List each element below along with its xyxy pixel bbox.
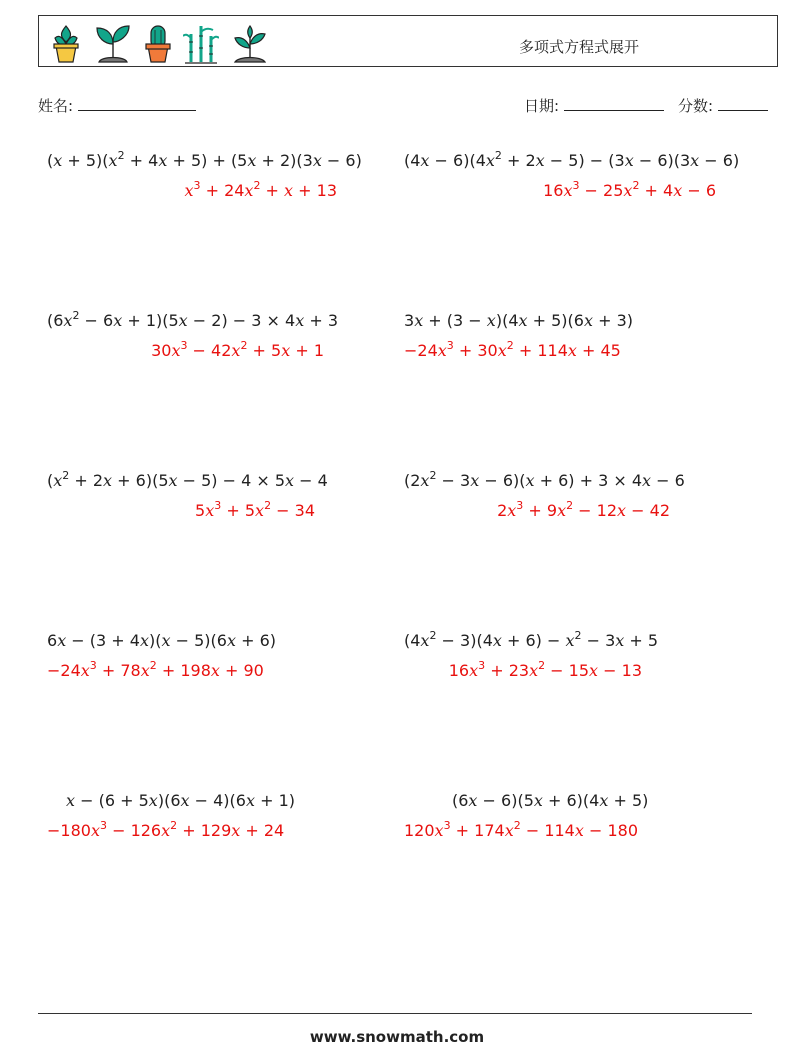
name-field[interactable]	[38, 95, 196, 116]
problem-3: $(6x^2 - 6x + 1)(5x - 2) - 3 \times 4x + 3$	[47, 309, 339, 330]
date-blank[interactable]	[564, 96, 664, 111]
problem-2: $(4x - 6)(4x^2 + 2x - 5) - (3x - 6)(3x - 6)$	[404, 149, 740, 170]
seedling-icon	[229, 22, 271, 64]
answer-1: $x^3 + 24x^2 + x + 13$	[184, 179, 337, 200]
answer-8: $16x^3 + 23x^2 - 15x - 13$	[448, 659, 642, 680]
sprout-icon	[93, 22, 133, 64]
problem-4: 3x + (3 − x)(4x + 5)(6x + 3)	[404, 311, 633, 330]
icon-row	[49, 22, 271, 64]
problem-9: x − (6 + 5x)(6x − 4)(6x + 1)	[66, 791, 295, 810]
problem-8: $(4x^2 - 3)(4x + 6) - x^2 - 3x + 5$	[404, 629, 659, 650]
score-blank[interactable]	[718, 96, 768, 111]
answer-9: $-180x^3 - 126x^2 + 129x + 24$	[47, 819, 285, 840]
date-label: 日期:	[524, 97, 560, 115]
score-label: 分数:	[678, 97, 714, 115]
problem-5: $(x^2 + 2x + 6)(5x - 5) - 4 \times 5x - 4$	[47, 469, 328, 490]
answer-3: $30x^3 - 42x^2 + 5x + 1$	[151, 339, 324, 360]
problem-6: $(2x^2 - 3x - 6)(x + 6) + 3 \times 4x - 6$	[404, 469, 685, 490]
score-field[interactable]	[678, 95, 768, 116]
answer-6: $2x^3 + 9x^2 - 12x - 42$	[497, 499, 670, 520]
name-label: 姓名:	[38, 97, 74, 115]
bamboo-icon	[183, 22, 219, 64]
answer-4: $-24x^3 + 30x^2 + 114x + 45$	[404, 339, 621, 360]
answer-5: $5x^3 + 5x^2 - 34$	[195, 499, 315, 520]
answer-2: $16x^3 - 25x^2 + 4x - 6$	[543, 179, 716, 200]
potted-succulent-icon	[49, 22, 83, 64]
problem-10: (6x − 6)(5x + 6)(4x + 5)	[452, 791, 649, 810]
name-blank[interactable]	[78, 96, 196, 111]
footer-url[interactable]: www.snowmath.com	[309, 1028, 485, 1046]
cactus-icon	[143, 22, 173, 64]
answer-7: $-24x^3 + 78x^2 + 198x + 90$	[47, 659, 264, 680]
date-field[interactable]	[524, 95, 664, 116]
footer-divider	[38, 1013, 752, 1014]
worksheet-title: 多项式方程式展开	[519, 38, 640, 56]
problem-7: 6x − (3 + 4x)(x − 5)(6x + 6)	[47, 631, 276, 650]
header-box	[38, 15, 778, 67]
answer-10: $120x^3 + 174x^2 - 114x - 180$	[404, 819, 639, 840]
problem-1: $(x + 5)(x^2 + 4x + 5) + (5x + 2)(3x - 6)$	[47, 149, 362, 170]
